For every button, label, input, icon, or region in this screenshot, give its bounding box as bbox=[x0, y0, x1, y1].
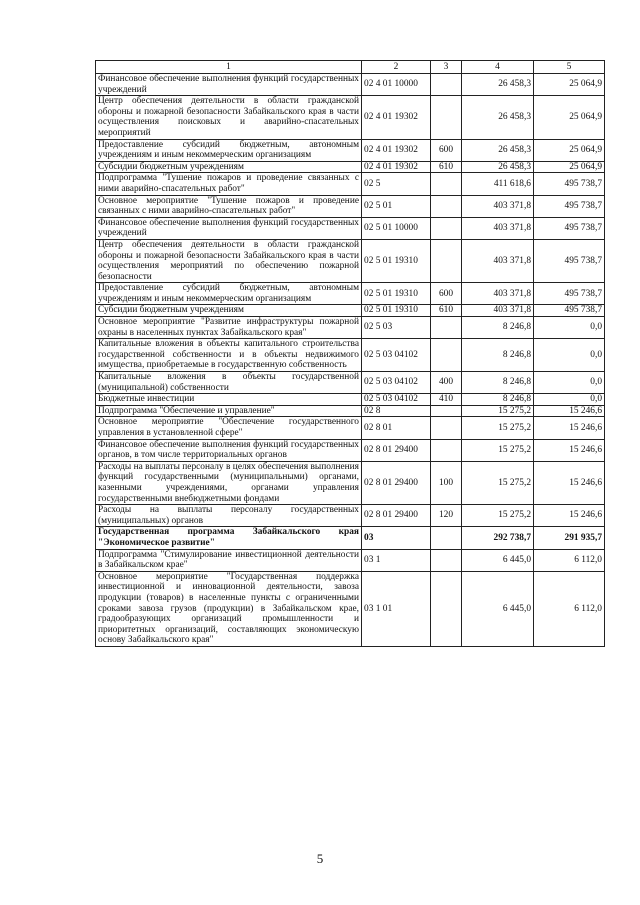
table-row bbox=[96, 217, 605, 239]
table-row bbox=[96, 461, 605, 504]
row-type-cell bbox=[431, 417, 462, 439]
row-name-cell: Предоставление субсидий бюджетным, автономным учреждениям и иным некоммерческим организациям bbox=[96, 139, 362, 161]
row-code-cell: 02 5 03 04102 bbox=[362, 394, 431, 406]
table-row bbox=[96, 239, 605, 282]
row-type-cell: 410 bbox=[431, 394, 462, 406]
table-row bbox=[96, 305, 605, 317]
header-col-5: 5 bbox=[534, 61, 605, 74]
table-row bbox=[96, 139, 605, 161]
table-body bbox=[96, 74, 605, 647]
row-type-cell bbox=[431, 571, 462, 646]
header-col-1: 1 bbox=[96, 61, 362, 74]
table-row bbox=[96, 173, 605, 195]
table-row bbox=[96, 339, 605, 372]
row-code-cell: 02 5 bbox=[362, 173, 431, 195]
row-name-cell: Подпрограмма "Стимулирование инвестиционной деятельности в Забайкальском крае" bbox=[96, 549, 362, 571]
row-type-cell bbox=[431, 439, 462, 461]
row-code-cell: 02 8 01 bbox=[362, 417, 431, 439]
row-name-cell: Основное мероприятие "Обеспечение государственного управления в установленной сфере" bbox=[96, 417, 362, 439]
table-row bbox=[96, 439, 605, 461]
table-row bbox=[96, 96, 605, 139]
table-row bbox=[96, 317, 605, 339]
row-value-col4-cell: 403 371,8 bbox=[462, 195, 534, 217]
row-value-col4-cell: 26 458,3 bbox=[462, 96, 534, 139]
row-type-cell bbox=[431, 339, 462, 372]
row-name-cell: Финансовое обеспечение выполнения функций государственных учреждений bbox=[96, 217, 362, 239]
row-code-cell: 02 5 03 04102 bbox=[362, 339, 431, 372]
row-code-cell: 02 4 01 19302 bbox=[362, 96, 431, 139]
row-code-cell: 02 5 01 bbox=[362, 195, 431, 217]
row-type-cell bbox=[431, 96, 462, 139]
table-row bbox=[96, 417, 605, 439]
row-value-col4-cell: 8 246,8 bbox=[462, 394, 534, 406]
row-value-col4-cell: 403 371,8 bbox=[462, 239, 534, 282]
row-code-cell: 02 8 01 29400 bbox=[362, 505, 431, 527]
table-row bbox=[96, 527, 605, 549]
budget-table bbox=[95, 60, 605, 647]
row-value-col4-cell: 8 246,8 bbox=[462, 339, 534, 372]
row-name-cell: Основное мероприятие "Развитие инфраструктуры пожарной охраны в населенных пунктах Забайкальского края" bbox=[96, 317, 362, 339]
row-value-col4-cell: 26 458,3 bbox=[462, 139, 534, 161]
row-type-cell bbox=[431, 195, 462, 217]
row-code-cell: 03 bbox=[362, 527, 431, 549]
row-code-cell: 02 5 01 19310 bbox=[362, 283, 431, 305]
row-name-cell: Государственная программа Забайкальского края "Экономическое развитие" bbox=[96, 527, 362, 549]
row-value-col5-cell: 15 246,6 bbox=[534, 439, 605, 461]
row-value-col5-cell: 495 738,7 bbox=[534, 217, 605, 239]
row-code-cell: 02 5 03 bbox=[362, 317, 431, 339]
row-type-cell: 100 bbox=[431, 461, 462, 504]
row-name-cell: Предоставление субсидий бюджетным, автономным учреждениям и иным некоммерческим организациям bbox=[96, 283, 362, 305]
row-type-cell: 400 bbox=[431, 372, 462, 394]
table-row bbox=[96, 549, 605, 571]
header-col-2: 2 bbox=[362, 61, 431, 74]
table-row bbox=[96, 405, 605, 417]
row-value-col5-cell: 291 935,7 bbox=[534, 527, 605, 549]
row-value-col4-cell: 8 246,8 bbox=[462, 372, 534, 394]
page-number: 5 bbox=[316, 851, 324, 866]
row-value-col4-cell: 15 275,2 bbox=[462, 461, 534, 504]
row-value-col4-cell: 8 246,8 bbox=[462, 317, 534, 339]
row-name-cell: Подпрограмма "Обеспечение и управление" bbox=[96, 405, 362, 417]
table-row bbox=[96, 394, 605, 406]
header-col-4: 4 bbox=[462, 61, 534, 74]
row-name-cell: Подпрограмма "Тушение пожаров и проведение связанных с ними аварийно-спасательных работ" bbox=[96, 173, 362, 195]
row-value-col5-cell: 15 246,6 bbox=[534, 461, 605, 504]
row-value-col5-cell: 25 064,9 bbox=[534, 161, 605, 173]
table-row bbox=[96, 571, 605, 646]
row-type-cell bbox=[431, 527, 462, 549]
row-name-cell: Расходы на выплаты персоналу в целях обеспечения выполнения функций государственными (муниципальными) органами, казенными учреждениями, органами управления государственными внебюджетными фондами bbox=[96, 461, 362, 504]
row-value-col5-cell: 15 246,6 bbox=[534, 405, 605, 417]
row-value-col4-cell: 403 371,8 bbox=[462, 283, 534, 305]
row-value-col5-cell: 0,0 bbox=[534, 394, 605, 406]
row-name-cell: Основное мероприятие "Государственная поддержка инвестиционной и инновационной деятельности, завоза продукции (товаров) в населенные пункты с ограниченными сроками завоза грузов (продукции) в Забайкальском крае, градообразующих организаций промышленности и приоритетных организаций, составляющих экономическую основу Забайкальского края" bbox=[96, 571, 362, 646]
row-value-col4-cell: 292 738,7 bbox=[462, 527, 534, 549]
row-value-col4-cell: 26 458,3 bbox=[462, 74, 534, 96]
table-row bbox=[96, 372, 605, 394]
row-value-col5-cell: 6 112,0 bbox=[534, 549, 605, 571]
row-value-col4-cell: 6 445,0 bbox=[462, 549, 534, 571]
row-value-col5-cell: 495 738,7 bbox=[534, 305, 605, 317]
row-code-cell: 02 4 01 10000 bbox=[362, 74, 431, 96]
row-name-cell: Центр обеспечения деятельности в области гражданской обороны и пожарной безопасности Забайкальского края в части осуществления поисковых и аварийно-спасательных мероприятий bbox=[96, 96, 362, 139]
row-value-col5-cell: 15 246,6 bbox=[534, 417, 605, 439]
row-code-cell: 02 5 01 19310 bbox=[362, 239, 431, 282]
table-row bbox=[96, 74, 605, 96]
row-type-cell bbox=[431, 74, 462, 96]
row-name-cell: Бюджетные инвестиции bbox=[96, 394, 362, 406]
row-type-cell bbox=[431, 405, 462, 417]
row-type-cell bbox=[431, 317, 462, 339]
row-value-col5-cell: 25 064,9 bbox=[534, 139, 605, 161]
row-value-col5-cell: 25 064,9 bbox=[534, 74, 605, 96]
row-code-cell: 02 8 01 29400 bbox=[362, 461, 431, 504]
row-value-col4-cell: 15 275,2 bbox=[462, 405, 534, 417]
row-code-cell: 02 8 bbox=[362, 405, 431, 417]
row-code-cell: 02 8 01 29400 bbox=[362, 439, 431, 461]
row-code-cell: 02 5 01 10000 bbox=[362, 217, 431, 239]
row-value-col5-cell: 495 738,7 bbox=[534, 239, 605, 282]
header-col-3: 3 bbox=[431, 61, 462, 74]
row-value-col4-cell: 15 275,2 bbox=[462, 439, 534, 461]
row-type-cell: 120 bbox=[431, 505, 462, 527]
row-type-cell: 600 bbox=[431, 283, 462, 305]
row-value-col4-cell: 403 371,8 bbox=[462, 305, 534, 317]
row-name-cell: Субсидии бюджетным учреждениям bbox=[96, 161, 362, 173]
row-name-cell: Капитальные вложения в объекты государственной (муниципальной) собственности bbox=[96, 372, 362, 394]
row-code-cell: 03 1 bbox=[362, 549, 431, 571]
row-type-cell bbox=[431, 173, 462, 195]
row-code-cell: 03 1 01 bbox=[362, 571, 431, 646]
row-name-cell: Расходы на выплаты персоналу государственных (муниципальных) органов bbox=[96, 505, 362, 527]
row-value-col5-cell: 0,0 bbox=[534, 339, 605, 372]
row-name-cell: Основное мероприятие "Тушение пожаров и проведение связанных с ними аварийно-спасательных работ" bbox=[96, 195, 362, 217]
table-row bbox=[96, 195, 605, 217]
row-value-col4-cell: 15 275,2 bbox=[462, 417, 534, 439]
row-code-cell: 02 5 01 19310 bbox=[362, 305, 431, 317]
table-row bbox=[96, 505, 605, 527]
row-code-cell: 02 4 01 19302 bbox=[362, 139, 431, 161]
row-value-col5-cell: 495 738,7 bbox=[534, 195, 605, 217]
row-value-col4-cell: 6 445,0 bbox=[462, 571, 534, 646]
row-value-col5-cell: 0,0 bbox=[534, 372, 605, 394]
row-value-col5-cell: 15 246,6 bbox=[534, 505, 605, 527]
row-code-cell: 02 5 03 04102 bbox=[362, 372, 431, 394]
row-name-cell: Субсидии бюджетным учреждениям bbox=[96, 305, 362, 317]
row-value-col5-cell: 25 064,9 bbox=[534, 96, 605, 139]
row-value-col5-cell: 495 738,7 bbox=[534, 173, 605, 195]
row-code-cell: 02 4 01 19302 bbox=[362, 161, 431, 173]
row-name-cell: Капитальные вложения в объекты капитального строительства государственной собственности и в объекты недвижимого имущества, приобретаемые в государственную собственность bbox=[96, 339, 362, 372]
row-value-col4-cell: 15 275,2 bbox=[462, 505, 534, 527]
row-name-cell: Центр обеспечения деятельности в области гражданской обороны и пожарной безопасности Забайкальского края в части осуществления мероприятий по обеспечению пожарной безопасности bbox=[96, 239, 362, 282]
row-type-cell bbox=[431, 549, 462, 571]
row-value-col5-cell: 0,0 bbox=[534, 317, 605, 339]
row-type-cell: 610 bbox=[431, 161, 462, 173]
table-row bbox=[96, 161, 605, 173]
row-type-cell: 600 bbox=[431, 139, 462, 161]
row-type-cell: 610 bbox=[431, 305, 462, 317]
row-value-col4-cell: 403 371,8 bbox=[462, 217, 534, 239]
row-type-cell bbox=[431, 217, 462, 239]
row-name-cell: Финансовое обеспечение выполнения функций государственных органов, в том числе территориальных органов bbox=[96, 439, 362, 461]
table-header-row bbox=[96, 61, 605, 74]
table-row bbox=[96, 283, 605, 305]
row-value-col4-cell: 411 618,6 bbox=[462, 173, 534, 195]
row-name-cell: Финансовое обеспечение выполнения функций государственных учреждений bbox=[96, 74, 362, 96]
row-value-col5-cell: 495 738,7 bbox=[534, 283, 605, 305]
row-value-col5-cell: 6 112,0 bbox=[534, 571, 605, 646]
row-type-cell bbox=[431, 239, 462, 282]
row-value-col4-cell: 26 458,3 bbox=[462, 161, 534, 173]
